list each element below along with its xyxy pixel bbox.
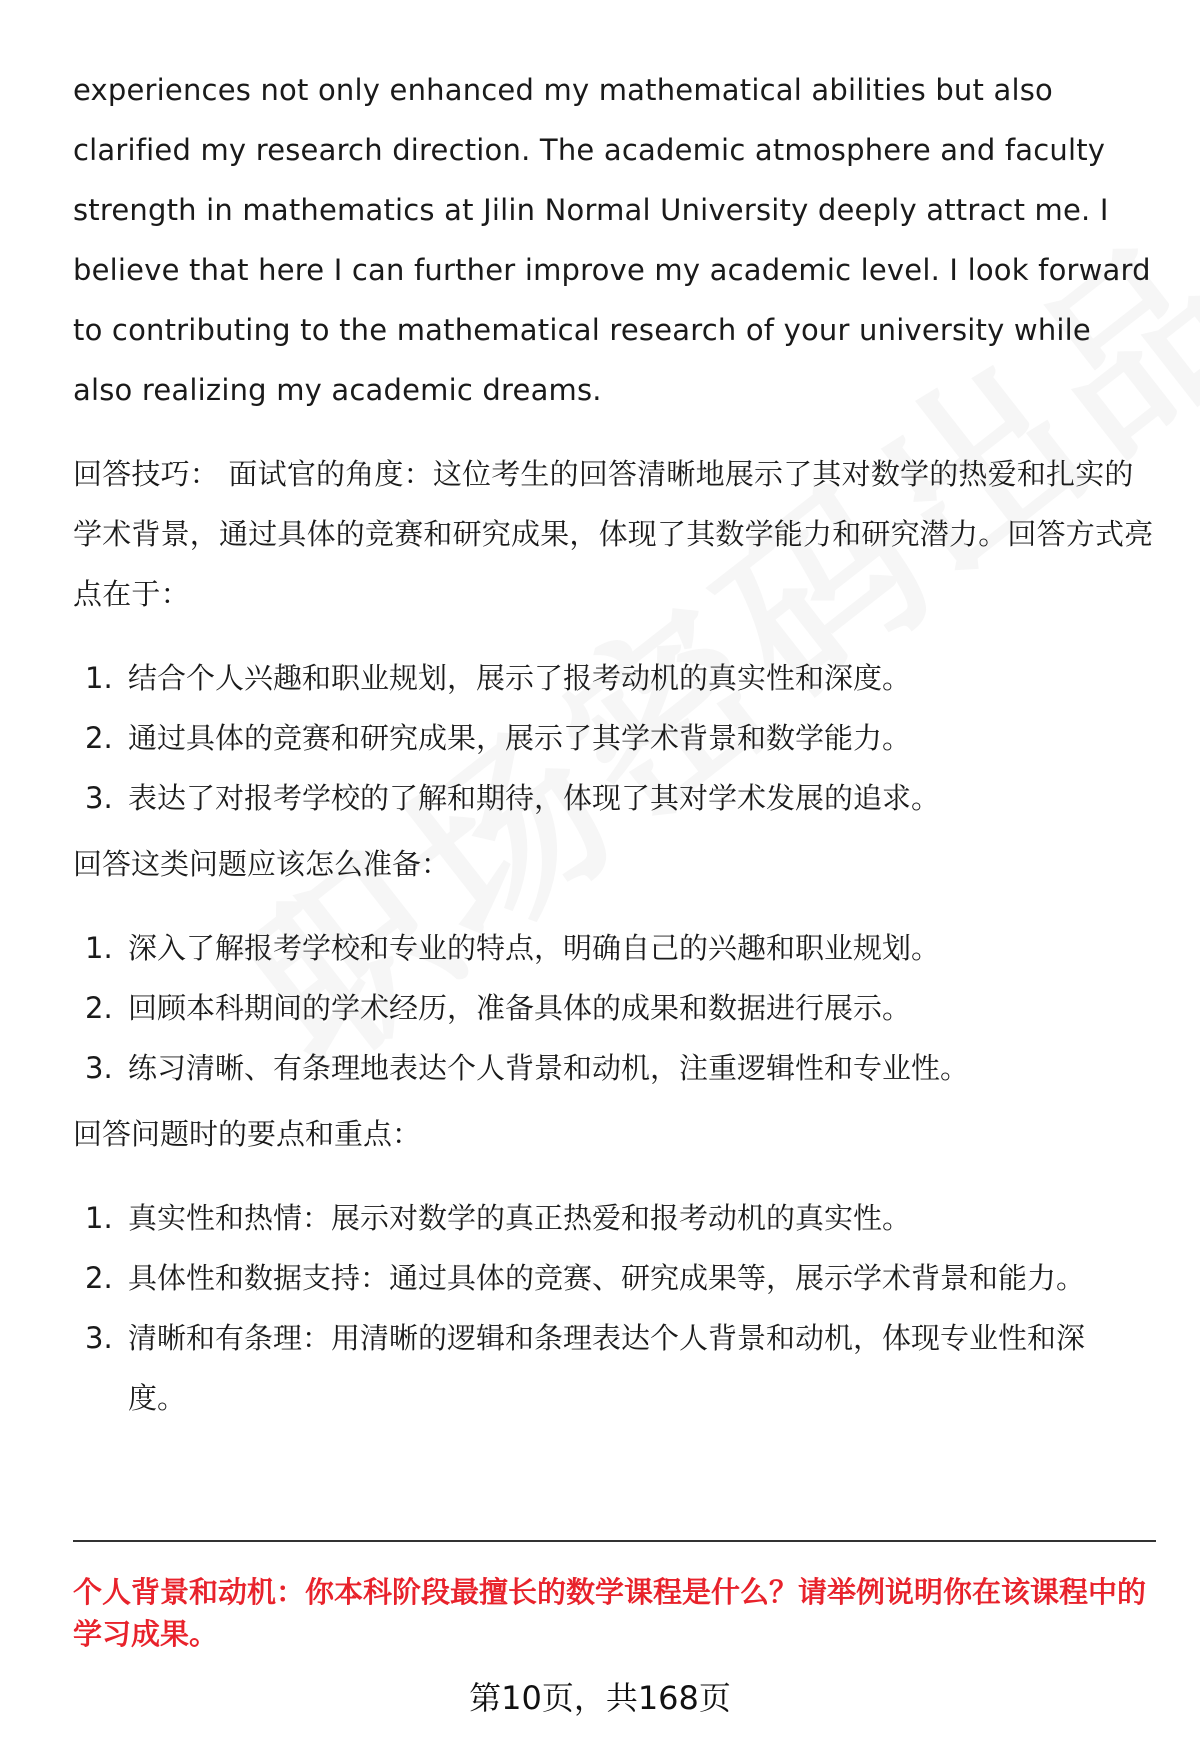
list-item xyxy=(73,978,1158,1038)
next-question-heading: 个人背景和动机：你本科阶段最擅长的数学课程是什么？请举例说明你在该课程中的学习成果。 xyxy=(73,1575,1147,1651)
document-body xyxy=(73,60,1158,1428)
list-item xyxy=(73,1248,1158,1308)
spacer xyxy=(73,624,1158,648)
key-points-title: 回答问题时的要点和重点： xyxy=(73,1117,422,1151)
list-text: 清晰和有条理：用清晰的逻辑和条理表达个人背景和动机，体现专业性和深度。 xyxy=(128,1321,1086,1415)
answer-tips-paragraph: 回答技巧： 面试官的角度：这位考生的回答清晰地展示了其对数学的热爱和扎实的学术背景，通过具体的竞赛和研究成果，体现了其数学能力和研究潜力。回答方式亮点在于： xyxy=(73,457,1154,611)
spacer xyxy=(73,1164,1158,1188)
list-number: 1. xyxy=(85,1201,113,1235)
list-text: 结合个人兴趣和职业规划，展示了报考动机的真实性和深度。 xyxy=(128,661,912,695)
key-points-list xyxy=(73,1188,1158,1428)
list-number: 1. xyxy=(85,661,113,695)
list-text: 表达了对报考学校的了解和期待，体现了其对学术发展的追求。 xyxy=(128,781,941,815)
section-divider xyxy=(73,1540,1156,1542)
list-item xyxy=(73,1188,1158,1248)
spacer xyxy=(73,894,1158,918)
preparation-title: 回答这类问题应该怎么准备： xyxy=(73,847,451,881)
list-number: 3. xyxy=(85,1051,113,1085)
list-item xyxy=(73,1038,1158,1098)
preparation-list xyxy=(73,918,1158,1098)
intro-paragraph: experiences not only enhanced my mathematical abilities but also clarified my research direction. The academic atmosphere and faculty strength in mathematics at Jilin Normal University deeply attract me. I believe that here I can further improve my academic level. I look forward to contributing to the mathematical research of your university while also realizing my academic dreams. xyxy=(73,73,1151,407)
list-item xyxy=(73,708,1158,768)
spacer xyxy=(73,420,1158,444)
list-text: 练习清晰、有条理地表达个人背景和动机，注重逻辑性和专业性。 xyxy=(128,1051,970,1085)
list-item xyxy=(73,768,1158,828)
list-number: 2. xyxy=(85,1261,113,1295)
list-number: 2. xyxy=(85,721,113,755)
page-number: 第10页，共168页 xyxy=(469,1679,731,1717)
list-text: 回顾本科期间的学术经历，准备具体的成果和数据进行展示。 xyxy=(128,991,912,1025)
list-text: 真实性和热情：展示对数学的真正热爱和报考动机的真实性。 xyxy=(128,1201,912,1235)
list-text: 通过具体的竞赛和研究成果，展示了其学术背景和数学能力。 xyxy=(128,721,912,755)
list-number: 3. xyxy=(85,781,113,815)
list-number: 2. xyxy=(85,991,113,1025)
list-number: 1. xyxy=(85,931,113,965)
list-text: 深入了解报考学校和专业的特点，明确自己的兴趣和职业规划。 xyxy=(128,931,941,965)
list-item xyxy=(73,1308,1158,1428)
list-text: 具体性和数据支持：通过具体的竞赛、研究成果等，展示学术背景和能力。 xyxy=(128,1261,1086,1295)
list-number: 3. xyxy=(85,1321,113,1355)
list-item xyxy=(73,918,1158,978)
tips-list xyxy=(73,648,1158,828)
list-item xyxy=(73,648,1158,708)
